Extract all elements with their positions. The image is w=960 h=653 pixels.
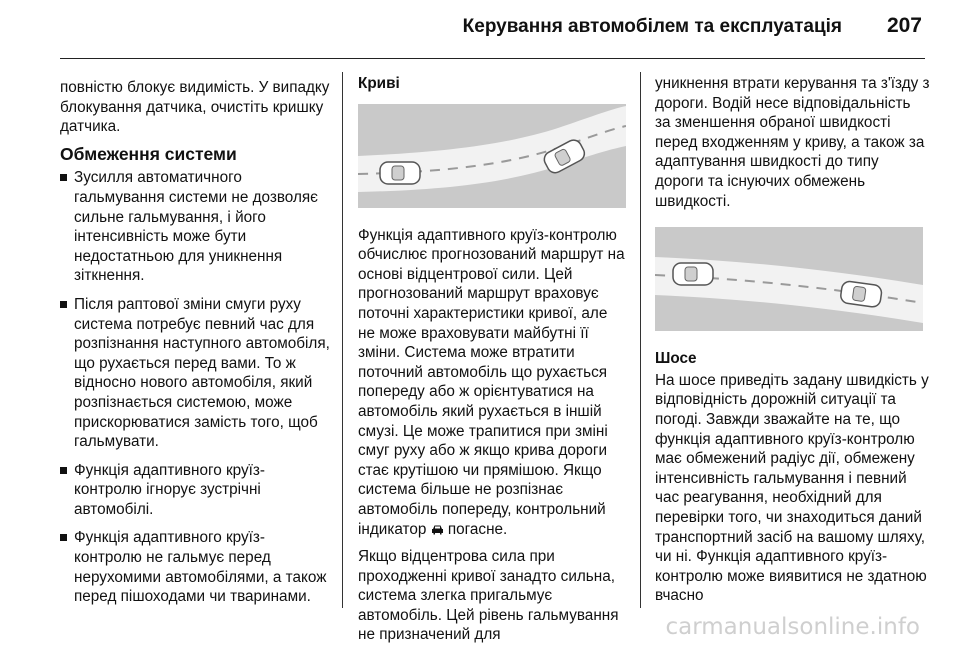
car-icon (380, 162, 420, 184)
highway-illustration (655, 227, 923, 331)
car-indicator-icon (431, 524, 444, 535)
section-heading: Шосе (655, 350, 697, 368)
section-heading: Обмеження системи (60, 143, 237, 164)
column-divider (342, 72, 343, 608)
curve-illustration (358, 104, 626, 208)
column-2 (358, 74, 628, 653)
car-icon (840, 281, 883, 308)
column-3 (655, 74, 930, 614)
list-item: Функція адаптивного круїз-контролю не гальмує перед нерухомими автомобілями, а також перед пішоходами чи тваринами. (60, 528, 330, 606)
section-heading: Криві (358, 75, 400, 92)
bullet-icon (60, 467, 67, 474)
list-item: Після раптової зміни смуги руху система потребує певний час для розпізнання наступного автомобіля, що рухається перед вами. То ж відносно нового автомобіля, який розпізнається системою, може прискорюватися замість того, щоб гальмувати. (60, 295, 330, 452)
list-item: Функція адаптивного круїз-контролю ігнорує зустрічні автомобілі. (60, 461, 330, 520)
column-1 (60, 78, 330, 616)
header-title: Керування автомобілем та експлуатація (462, 16, 842, 37)
highway-paragraph: На шосе приведіть задану швидкість у відповідність дорожній ситуації та погоді. Завжди зважайте на те, що функція адаптивного круїз-контролю має обмежений радіус дії, обмежену інтенсивність гальмування і певний час реагування, необхідний для перевірки того, чи знаходиться даний транспортний засіб на вашому шляху, чи ні. Функція адаптивного круїз-контролю може виявитися не здатною вчасно (655, 371, 929, 605)
curves-paragraph-2: Якщо відцентрова сила при проходженні кривої занадто сильна, система злегка пригальмує автомобіль. Цей рівень гальмування не призначений для (358, 548, 619, 644)
bullet-icon (60, 174, 67, 181)
header-rule (60, 58, 925, 59)
page-header (0, 0, 960, 50)
intro-paragraph: повністю блокує видимість. У випадку блокування датчика, очистіть кришку датчика. (60, 79, 330, 136)
continued-paragraph: уникнення втрати керування та з'їзду з дороги. Водій несе відповідальність за зменшення обраної швидкості перед входженням у криву, а також за адаптування швидкості до типу дороги та існуючих обмежень швидкості. (655, 75, 930, 210)
watermark: carmanualsonline.info (665, 614, 920, 640)
column-divider (640, 72, 641, 608)
bullet-icon (60, 301, 67, 308)
bullet-icon (60, 534, 67, 541)
page-number: 207 (886, 14, 922, 37)
curves-paragraph: Функція адаптивного круїз-контролю обчислює прогнозований маршрут на основі відцентрової сили. Цей прогнозований маршрут враховує поточні характеристики кривої, але не може враховувати майбутні її зміни. Система може втратити поточний автомобіль що рухається попереду або ж орієнтуватися на автомобіль який рухається в іншій смузі. Це може трапитися при зміні смуг руху або ж якщо крива дороги стає крутішою чи прямішою. Якщо система більше не розпізнає автомобіль попереду, контрольний індикатор погасне. (358, 226, 625, 538)
limitations-list (60, 168, 330, 606)
list-item: Зусилля автоматичного гальмування системи не дозволяє сильне гальмування, і його інтенсивність може бути недостатньою для уникнення зіткнення. (60, 168, 330, 286)
car-icon (673, 263, 713, 285)
